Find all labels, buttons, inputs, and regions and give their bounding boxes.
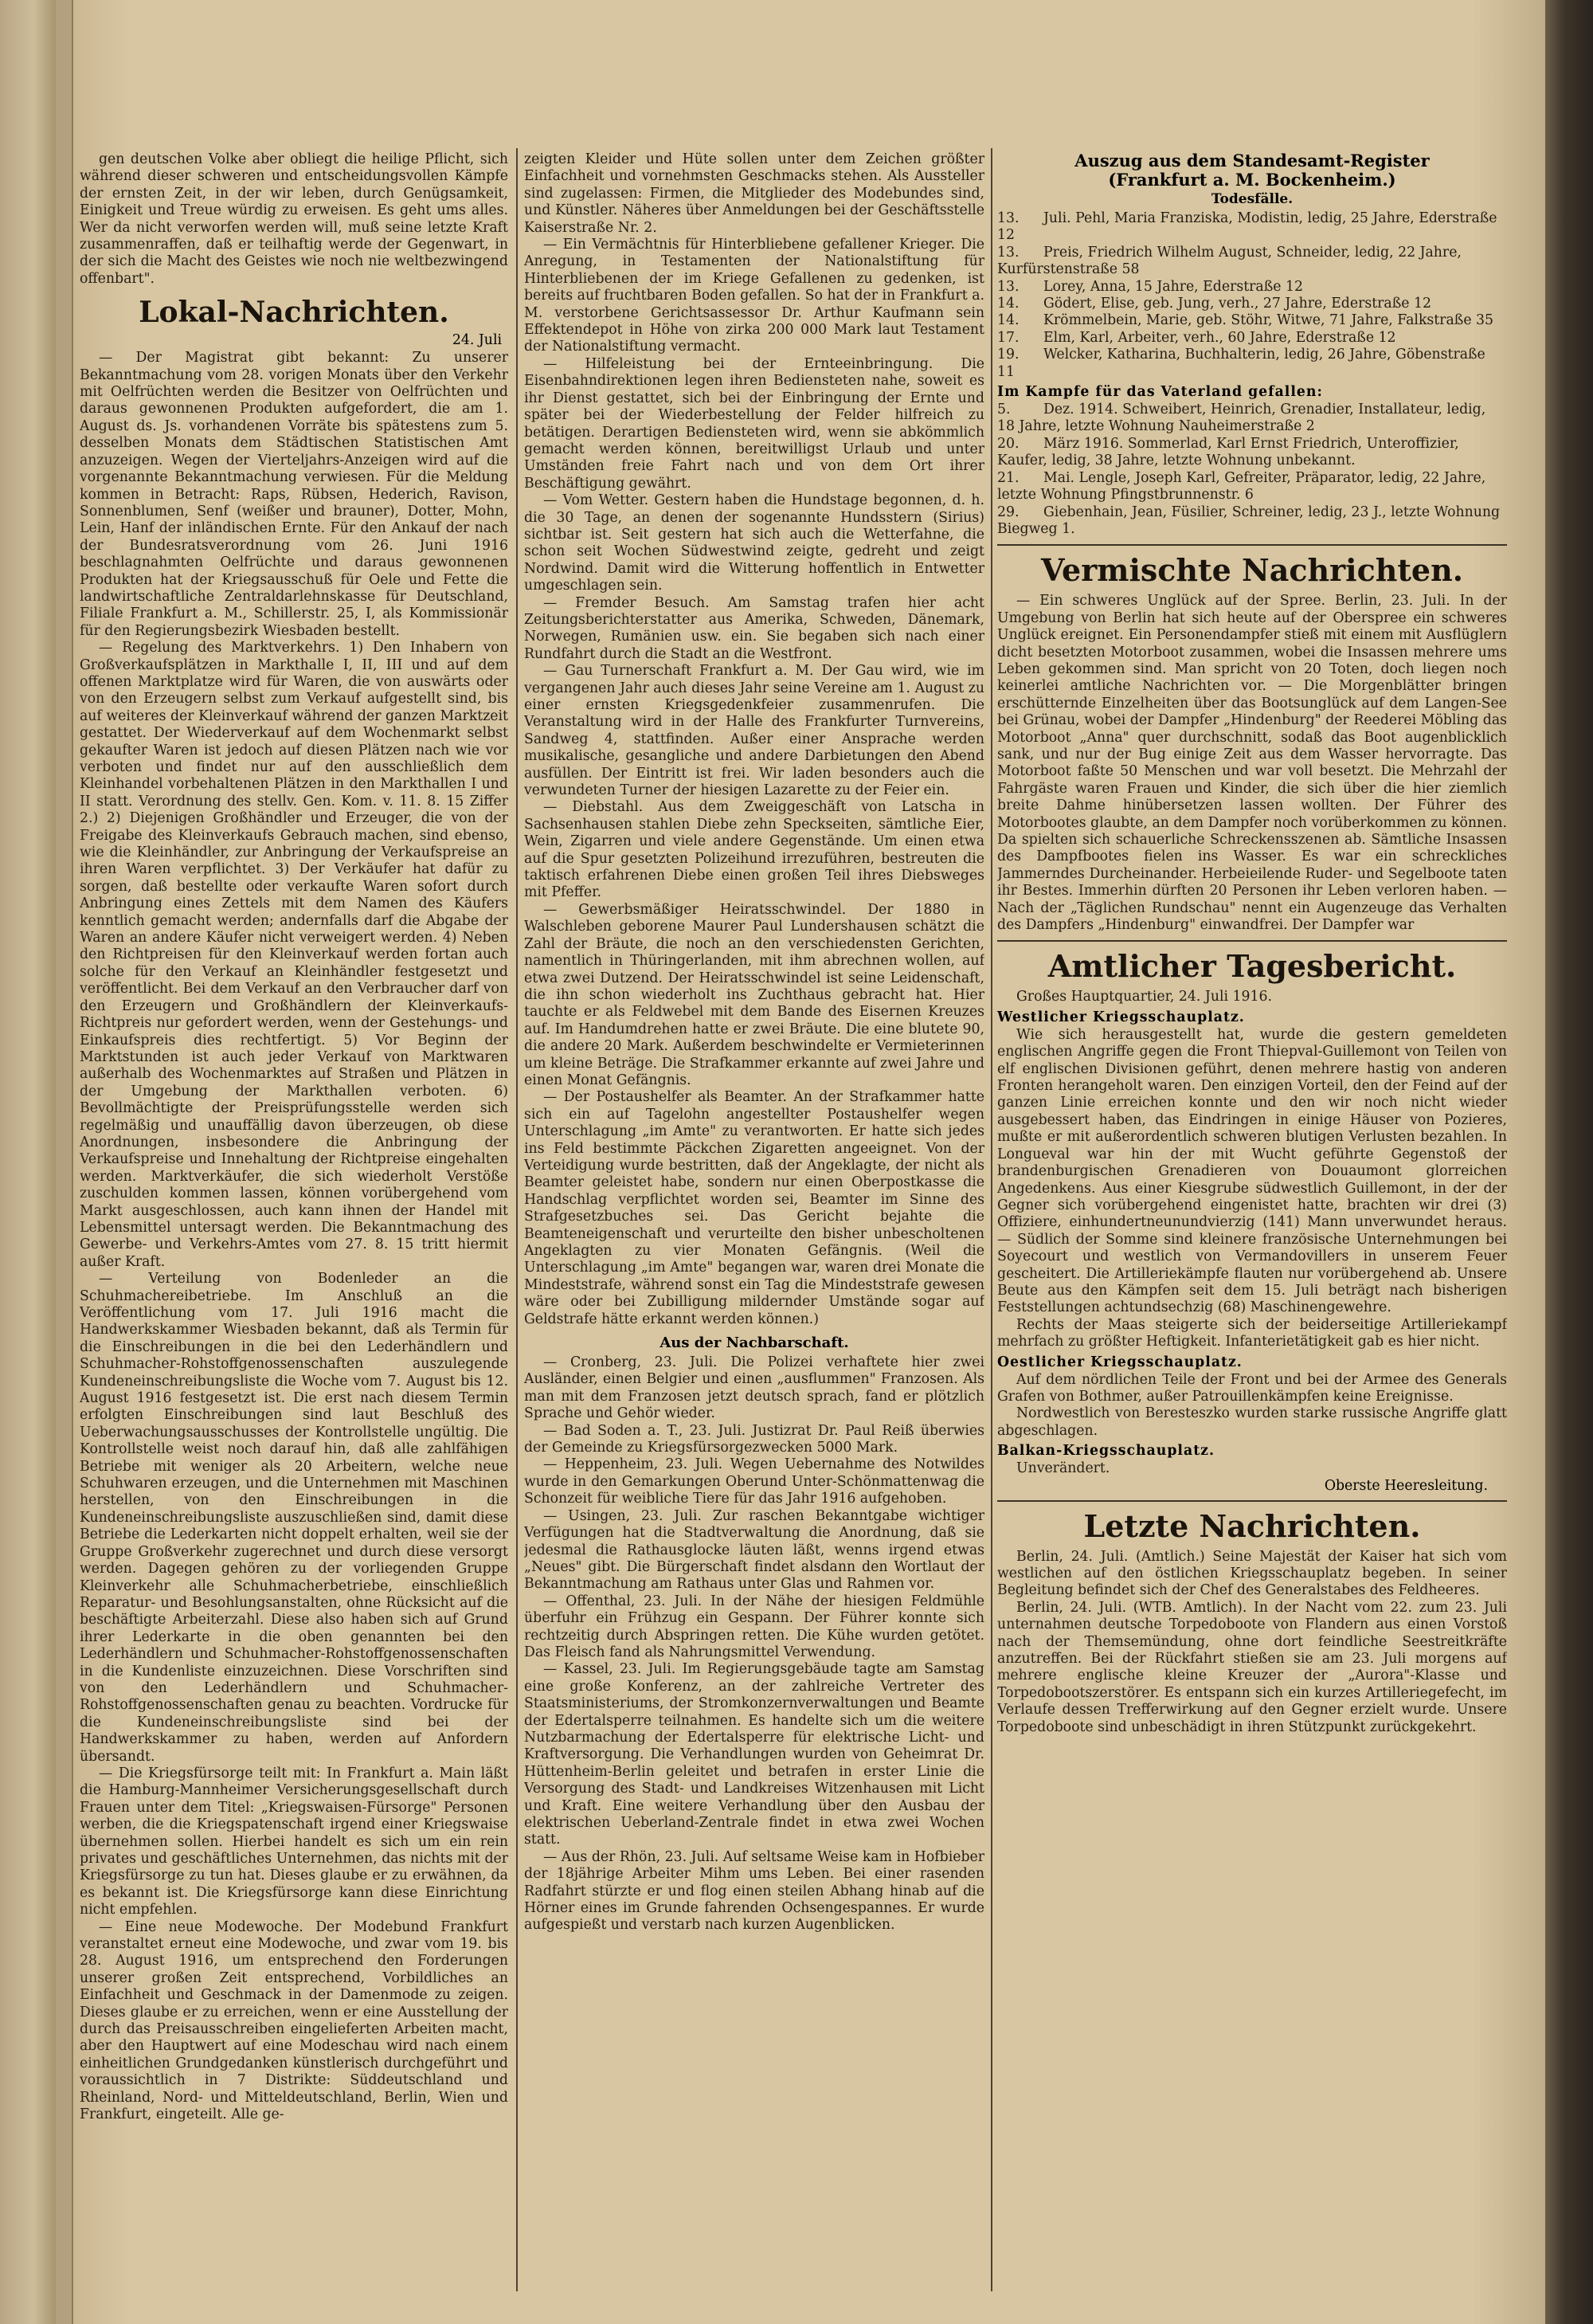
register-entry: 20. März 1916. Sommerlad, Karl Ernst Friedrich, Unteroffizier, Kaufer, ledig, 38 Jahre, letzte Wohnung unbekannt. [997, 435, 1459, 469]
article: — Ein schweres Unglück auf der Spree. Berlin, 23. Juli. In der Umgebung von Berlin hat sich heute auf der Oberspree ein schweres Unglück ereignet. Ein Personendampfer stieß mit einem mit Ausflüglern dicht besetzten Motorboot zusammen, wobei die Insassen mehrere ums Leben gekommen sind. Man spricht von 20 Toten, doch liegen noch keinerlei amtliche Nachrichten vor. — Die Morgenblätter bringen erschütternde Einzelheiten über das Bootsunglück auf dem Langen-See bei Grünau, wobei der Dampfer „Hindenburg" der Reederei Möbling das Motorboot „Anna" quer durchschnitt, sodaß das Boot augenblicklich sank, und nur der Bug einige Zeit aus dem Wasser hervorragte. Das Motorboot faßte 50 Menschen und war voll besetzt. Die Mehrzahl der Fahrgäste waren Frauen und Kinder, die sich über die hier ziemlich breite Dahme hinübersetzen lassen wollten. Der Führer des Motorbootes glaubte, an dem Dampfer noch vorüberkommen zu können. Da spielten sich schauerliche Schreckensszenen ab. Sämtliche Insassen des Dampfbootes fielen ins Wasser. Es war ein schreckliches Jammerndes Durcheinander. Herbeieilende Ruder- und Segelboote taten ihr Bestes. Immerhin dürften 20 Personen ihr Leben verloren haben. — Nach der „Täglichen Rundschau" nennt ein Augenzeuge das Verhalten des Dampfers „Hindenburg" einwandfrei. Der Dampfer war [997, 593, 1507, 934]
section-heading-mixed: Vermischte Nachrichten. [1041, 552, 1463, 589]
article: — Der Postaushelfer als Beamter. An der Strafkammer hatte sich ein auf Tagelohn angestellter Postaushelfer wegen Unterschlagung „im Amte" zu verantworten. Er hatte sich jedes ins Feld bestimmte Päckchen Zigaretten angeeignet. Von der Verteidigung wurde bestritten, daß der Angeklagte, der nicht als Beamter geleistet habe, sondern nur einen Oberpostkasse die Handschlag verpflichtet worden sei, Beamter im Sinne des Strafgesetzbuches sei. Das Gericht bejahte die Beamteneigenschaft und verurteilte den bisher unbescholtenen Angeklagten zu vier Monaten Gefängnis. (Weil die Unterschlagung „im Amte" begangen war, waren drei Monate die Mindeststrafe, während sonst ein Tag die Mindeststrafe gewesen wäre oder bei Zubilligung mildernder Umstände sogar auf Geldstrafe hätte erkannt werden können.) [524, 1089, 984, 1327]
column-3 [997, 151, 1507, 1736]
register-entry: 29. Giebenhain, Jean, Füsilier, Schreiner, ledig, 23 J., letzte Wohnung Biegweg 1. [997, 504, 1501, 537]
article: — Gewerbsmäßiger Heiratsschwindel. Der 1880 in Walschleben geborene Maurer Paul Lundershausen schätzt die Zahl der Bräute, die noch an den verschiedensten Gerichten, namentlich in Thüringerlanden, mit ihm abrechnen wollen, auf etwa zwei Dutzend. Der Heiratsschwindel ist seine Leidenschaft, die ihn schon wiederholt ins Zuchthaus gebracht hat. Hier tauchte er als Feldwebel mit dem Bande des Eisernen Kreuzes auf. Im Handumdrehen hatte er zwei Bräute. Die eine blutete 90, die andere 20 Mark. Außerdem beschwindelte er Vermieterinnen um kleine Beträge. Die Strafkammer erkannte auf zwei Jahre und einen Monat Gefängnis. [524, 901, 984, 1088]
divider [997, 940, 1507, 942]
register-subtitle: (Frankfurt a. M. Bockenheim.) [1108, 170, 1396, 190]
east-label: Oestlicher Kriegsschauplatz. [997, 1354, 1243, 1370]
section-heading-neighborhood: Aus der Nachbarschaft. [660, 1334, 849, 1352]
section-heading-local: Lokal-Nachrichten. [139, 296, 449, 330]
article: Rechts der Maas steigerte sich der beiderseitige Artilleriekampf mehrfach zu größter Heftigkeit. Infanterietätigkeit gab es hier nicht. [997, 1316, 1507, 1350]
balkan-label: Balkan-Kriegsschauplatz. [997, 1443, 1215, 1460]
article: — Ein Vermächtnis für Hinterbliebene gefallener Krieger. Die Anregung, in Testamenten der Nationalstiftung für Hinterbliebenen der im Kriege Gefallenen zu gedenken, ist bereits auf fruchtbaren Boden gefallen. So hat der in Frankfurt a. M. verstorbene Gerichtsassessor Dr. Arthur Kaufmann sein Effektendepot in Höhe von zirka 200 000 Mark laut Testament der Nationalstiftung vermacht. [524, 237, 984, 355]
article: — Verteilung von Bodenleder an die Schuhmachereibetriebe. Im Anschluß an die Veröffentlichung vom 17. Juli 1916 macht die Handwerkskammer Wiesbaden bekannt, daß als Termin für die Einschreibungen in die bei den Lederhändlern und Schuhmacher-Rohstoffgenossenschaften auszulegende Kundeneinschreibungsliste die Woche vom 7. August bis 12. August 1916 festgesetzt ist. Die erst nach diesem Termin erfolgten Einschreibungen sind laut Beschluß des Ueberwachungsausschusses der Kontrollstelle ungültig. Die Kontrollstelle weist noch darauf hin, daß alle zahlfähigen Betriebe mit weniger als 20 Arbeitern, welche neue Schuhwaren erzeugen, und die Unternehmen mit Maschinen herstellen, von den Einschreibungen in die Kundeneinschreibungsliste auszuschließen sind, damit diese Betriebe die Lederkarten nicht doppelt erhalten, weil sie der Gruppe Großverkehr zugerechnet und durch diese versorgt werden. Dagegen gehören zu der vorliegenden Gruppe Kleinverkehr alle Schuhmacherbetriebe, einschließlich Reparatur- und Besohlungsanstalten, ohne Rücksicht auf die beschäftigte Arbeiterzahl. Diese also haben sich auf Grund ihrer Lederkarte in die oben genannten bei den Lederhändlern und Schuhmacher-Rohstoffgenossenschaften in die Kundenliste einzuzeichnen. Diese Vorschriften sind von den Lederhändlern und Schuhmacher-Rohstoffgenossenschaften genau zu beachten. Vordrucke für die Kundeneinschreibungsliste sind bei der Handwerkskammer zu haben, werden auf Anfordern übersandt. [80, 1271, 508, 1765]
article: — Vom Wetter. Gestern haben die Hundstage begonnen, d. h. die 30 Tage, an denen der sogenannte Hundsstern (Sirius) sichtbar ist. Seit gestern hat sich auch die Wetterfahne, die schon seit Wochen Südwestwind zeigte, gedreht und zeigt Nordwind. Damit wird die Witterung hoffentlich in Entwetter umgeschlagen sein. [524, 492, 984, 594]
register-entry: 5. Dez. 1914. Schweibert, Heinrich, Grenadier, Installateur, ledig, 18 Jahre, letzte Wohnung Nauheimerstraße 2 [997, 402, 1486, 435]
article: — Bad Soden a. T., 23. Juli. Justizrat Dr. Paul Reiß überwies der Gemeinde zu Kriegsfürsorgezwecken 5000 Mark. [524, 1422, 984, 1456]
article: — Der Magistrat gibt bekannt: Zu unserer Bekanntmachung vom 28. vorigen Monats über den Verkehr mit Oelfrüchten werden die Besitzer von Oelfrüchten und daraus gewonnenen Produkten aufgefordert, die am 1. August ds. Js. vorhandenen Vorräte bis spätestens zum 5. desselben Monats dem Städtischen Statistischen Amt anzuzeigen. Wegen der Vierteljahrs-Anzeigen wird auf die vorgenannte Bekanntmachung verwiesen. Für die Meldung kommen in Betracht: Raps, Rübsen, Hederich, Ravison, Sonnenblumen, Senf (weißer und brauner), Dotter, Mohn, Lein, Hanf der inländischen Ernte. Für den Ankauf der nach der Bundesratsverordnung vom 26. Juni 1916 beschlagnahmten Oelfrüchte und daraus gewonnenen Produkten hat der Kriegsausschuß für Oele und Fette die landwirtschaftliche Zentraldarlehnskasse für Deutschland, Filiale Frankfurt a. M., Schillerstr. 25, I, als Kommissionär für den Regierungsbezirk Wiesbaden bestellt. [80, 350, 508, 639]
article: — Die Kriegsfürsorge teilt mit: In Frankfurt a. Main läßt die Hamburg-Mannheimer Versicherungsgesellschaft durch Frauen unter dem Titel: „Kriegswaisen-Fürsorge" Personen werben, die die Kriegspatenschaft irgend einer Kriegswaise übernehmen sollen. Hierbei handelt es sich um ein rein privates und geschäftliches Unternehmen, das nichts mit der Kriegsfürsorge zu tun hat. Dieses glaube er zu erwähnen, da es bekannt ist. Die Kriegsfürsorge kann diese Einrichtung nicht empfehlen. [80, 1765, 508, 1918]
column-rule [516, 148, 518, 2291]
article: Auf dem nördlichen Teile der Front und bei der Armee des Generals Grafen von Bothmer, außer Patrouillenkämpfen keine Ereignisse. [997, 1371, 1507, 1405]
book-spine-edge [1545, 0, 1593, 2324]
article: zeigten Kleider und Hüte sollen unter dem Zeichen größter Einfachheit und vornehmsten Geschmacks stehen. Als Aussteller sind zugelassen: Firmen, die Mitglieder des Modebundes sind, und Künstler. Näheres über Anmeldungen bei der Geschäftsstelle Kaiserstraße Nr. 2. [524, 151, 984, 236]
article: — Hilfeleistung bei der Ernteeinbringung. Die Eisenbahndirektionen legen ihren Bediensteten nahe, soweit es ihr Dienst gestattet, sich bei der Einbringung der Ernte und später bei der Wiederbestellung der Felder hilfreich zu betätigen. Derartigen Bediensteten wird, wenn sie abkömmlich gemacht werden können, bereitwilligst Urlaub und unter Umständen freie Fahrt nach und von dem Ort ihrer Beschäftigung gewährt. [524, 355, 984, 492]
official-dateline: Großes Hauptquartier, 24. Juli 1916. [1016, 989, 1272, 1005]
column-rule [991, 148, 992, 2291]
book-binding [0, 0, 56, 2324]
register-entry: 21. Mai. Lengle, Joseph Karl, Gefreiter, Präparator, ledig, 22 Jahre, letzte Wohnung Pfingstbrunnenstr. 6 [997, 469, 1486, 504]
section-heading-latest: Letzte Nachrichten. [1083, 1507, 1421, 1544]
article: — Fremder Besuch. Am Samstag trafen hier acht Zeitungsberichterstatter aus Amerika, Schweden, Dänemark, Norwegen, Rumänien usw. ein. Sie begaben sich nach einer Rundfahrt durch die Stadt an die Westfront. [524, 594, 984, 662]
fallen-label: Im Kampfe für das Vaterland gefallen: [997, 384, 1323, 401]
article: — Usingen, 23. Juli. Zur raschen Bekanntgabe wichtiger Verfügungen hat die Stadtverwaltung die Anordnung, daß sie jedesmal die Rathausglocke läuten läßt, wenns irgend etwas „Neues" gibt. Die Bürgerschaft findet alsdann den Wortlaut der Bekanntmachung am Rathaus unter Glas und Rahmen vor. [524, 1507, 984, 1593]
article: — Gau Turnerschaft Frankfurt a. M. Der Gau wird, wie im vergangenen Jahr auch dieses Jahr seine Vereine am 1. August zu einer ernsten Kriegsgedenkfeier zusammenrufen. Die Veranstaltung wird in der Halle des Frankfurter Turnvereins, Sandweg 4, stattfinden. Außer einer Ansprache werden musikalische, gesangliche und andere Darbietungen den Abend ausfüllen. Der Eintritt ist frei. Wir laden besonders auch die verwundeten Turner der hiesigen Lazarette zu der Feier ein. [524, 663, 984, 799]
article: — Regelung des Marktverkehrs. 1) Den Inhabern von Großverkaufsplätzen in Markthalle I, II, III und auf dem offenen Marktplatze wird für Waren, die von auswärts oder von den Erzeugern selbst zum Verkauf aufgestellt sind, bis auf weiteres der Kleinverkauf während der ganzen Marktzeit gestattet. Der Wiederverkauf auf dem Wochenmarkt selbst gekaufter Waren ist jedoch auf diesen Plätzen nach wie vor verboten und findet nur auf den ausschließlich dem Kleinhandel vorbehaltenen Plätzen in den Markthallen I und II statt. Verordnung des stellv. Gen. Kom. v. 11. 8. 15 Ziffer 2.) 2) Diejenigen Großhändler und Erzeuger, die von der Freigabe des Kleinverkaufs Gebrauch machen, sind ebenso, wie die Kleinhändler, zur Anbringung der Verkaufspreise an ihren Waren verpflichtet. 3) Der Verkäufer hat dafür zu sorgen, daß bestellte oder verkaufte Waren sofort durch Anbringung eines Zettels mit dem Namen des Käufers kenntlich gemacht werden; andernfalls darf die Abgabe der Waren an andere Käufer nicht verweigert werden. 4) Neben den Richtpreisen für den Kleinverkauf werden fortan auch solche für den Verkauf an Kleinhändler festgesetzt und veröffentlicht. Bei dem Verkauf an den Verbraucher darf von den Erzeugern und Großhändlern der Kleinverkaufs-Richtpreis nur gefordert werden, wenn der Gestehungs- und Einkaufspreis dies rechtfertigt. 5) Vor Beginn der Marktstunden ist auch jeder Verkauf von Marktwaren außerhalb des Wochenmarktes auf Straßen und Plätzen in der Umgebung der Markthallen verboten. 6) Bevollmächtigte der Preisprüfungsstelle werden sich regelmäßig und unauffällig davon überzeugen, ob diese Anordnungen, insbesondere die Anbringung der Verkaufspreise und Innehaltung der Richtpreise eingehalten werden. Marktverkäufer, die sich wiederholt Verstöße zuschulden kommen lassen, können vorübergehend vom Markt ausgeschlossen, auch kann ihnen der Handel mit Lebensmittel untersagt werden. Die Bekanntmachung des Gewerbe- und Verkehrs-Amtes vom 27. 8. 15 tritt hiermit außer Kraft. [80, 640, 508, 1270]
facing-page-edge [56, 0, 73, 2324]
register-entry: 14. Gödert, Elise, geb. Jung, verh., 27 Jahre, Ederstraße 12 [997, 296, 1431, 312]
deaths-label: Todesfälle. [1211, 191, 1294, 207]
article: — Offenthal, 23. Juli. In der Nähe der hiesigen Feldmühle überfuhr ein Frühzug ein Gespann. Der Führer konnte sich rechtzeitig durch Abspringen retten. Die Kühe wurden getötet. Das Fleisch fand als Nahrungsmittel Verwendung. [524, 1593, 984, 1660]
article: Unverändert. [1016, 1460, 1110, 1477]
article: — Eine neue Modewoche. Der Modebund Frankfurt veranstaltet erneut eine Modewoche, und zwar vom 19. bis 28. August 1916, um entsprechend den Forderungen unserer großen Zeit entsprechend, Vorbildliches an Einfachheit und Geschmack in der Damenmode zu zeigen. Dieses glaube er zu erreichen, wenn er eine Ausstellung der durch das Preisausschreiben eingelieferten Arbeiten macht, aber den Hauptwert auf eine Modeschau wird nach einem einheitlichen Grundgedanken künstlerisch durchgeführt und voraussichtlich in 7 Distrikte: Süddeutschland und Rheinland, Nord- und Mitteldeutschland, Berlin, Wien und Frankfurt, eingeteilt. Alle ge- [80, 1918, 508, 2123]
article: — Heppenheim, 23. Juli. Wegen Uebernahme des Notwildes wurde in den Gemarkungen Oberund Unter-Schönmattenwag die Schonzeit für weibliche Tiere für das Jahr 1916 aufgehoben. [524, 1456, 984, 1507]
west-label: Westlicher Kriegsschauplatz. [997, 1009, 1245, 1025]
divider [997, 1500, 1507, 1502]
register-entry: 13. Lorey, Anna, 15 Jahre, Ederstraße 12 [997, 278, 1303, 295]
register-entry: 14. Krömmelbein, Marie, geb. Stöhr, Witwe, 71 Jahre, Falkstraße 35 [997, 312, 1494, 329]
section-heading-official: Amtlicher Tagesbericht. [1047, 948, 1457, 985]
article: Wie sich herausgestellt hat, wurde die gestern gemeldeten englischen Angriffe gegen die Front Thiepval-Guillemont von Teilen von elf englischen Divisionen geführt, denen mehrere hastig von anderen Fronten herangeholt waren. Den einzigen Vorteil, den der Feind auf der ganzen Linie erreichen konnte und den wir noch nicht wieder ausgebessert haben, das Eindringen in einige Häuser von Pozieres, mußte er mit außerordentlich schweren blutigen Verlusten bezahlen. In Longueval war hin der mit Wucht geführte Gegenstoß der brandenburgischen Grenadieren von Douaumont glorreichen Angedenkens. Aus einer Kiesgrube südwestlich Guillemont, in der der Gegner sich vorübergehend eingenistet hatte, brachten wir drei (3) Offiziere, einhundertneunundvierzig (141) Mann unverwundet heraus. — Südlich der Somme sind kleinere französische Unternehmungen bei Soyecourt und westlich von Vermandovillers in unserem Feuer gescheitert. Die Artilleriekämpfe flauten nur vorübergehend ab. Unsere Beute aus den Kämpfen seit dem 15. Juli beträgt nach bisherigen Feststellungen achtundsechzig (68) Maschinengewehre. [997, 1026, 1507, 1316]
register-entry: 17. Elm, Karl, Arbeiter, verh., 60 Jahre, Ederstraße 12 [997, 329, 1396, 346]
article: — Aus der Rhön, 23. Juli. Auf seltsame Weise kam in Hofbieber der 18jährige Arbeiter Mihm ums Leben. Bei einer rasenden Radfahrt stürzte er und flog einen steilen Abhang hinab auf die Hörner eines im Grunde fahrenden Ochsengespannes. Er wurde aufgespießt und verstarb nach kurzen Augenblicken. [524, 1848, 984, 1934]
register-entry: 13. Juli. Pehl, Maria Franziska, Modistin, ledig, 25 Jahre, Ederstraße 12 [997, 210, 1497, 244]
column-1 [80, 151, 508, 2124]
dateline: 24. Juli [452, 332, 502, 349]
article: — Kassel, 23. Juli. Im Regierungsgebäude tagte am Samstag eine große Konferenz, an der zahlreiche Vertreter des Staatsministeriums, der Stromkonzernverwaltungen und Beamte der Edertalsperre teilnahmen. Es handelte sich um die weitere Nutzbarmachung der Edertalsperre für elektrische Licht- und Kraftversorgung. Die Verhandlungen wurden von Geheimrat Dr. Hüttenheim-Berlin geleitet und betrafen in erster Linie die Versorgung des Stadt- und Landkreises Witzenhausen mit Licht und Kraft. Eine weitere Verhandlung über den Ausbau der elektrischen Ueberland-Zentrale findet in etwa zwei Wochen statt. [524, 1661, 984, 1848]
signoff: Oberste Heeresleitung. [1324, 1477, 1488, 1494]
register-title: Auszug aus dem Standesamt-Register [1074, 151, 1430, 170]
article: — Cronberg, 23. Juli. Die Polizei verhaftete hier zwei Ausländer, einen Belgier und einen „ausflummen" Franzosen. Als man mit dem Franzosen jetzt deutsch sprach, fand er plötzlich Sprache und Gehör wieder. [524, 1354, 984, 1422]
article: Nordwestlich von Beresteszko wurden starke russische Angriffe glatt abgeschlagen. [997, 1405, 1507, 1439]
register-entry: 13. Preis, Friedrich Wilhelm August, Schneider, ledig, 22 Jahre, Kurfürstenstraße 58 [997, 244, 1462, 278]
article: — Diebstahl. Aus dem Zweiggeschäft von Latscha in Sachsenhausen stahlen Diebe zehn Speckseiten, sämtliche Eier, Wein, Zigarren und viele andere Gegenstände. Um einen etwa auf die Spur gesetzten Polizeihund irrezuführen, bestreuten die taktisch erfahrenen Diebe einen großen Teil ihres Diebsweges mit Pfeffer. [524, 799, 984, 901]
newspaper-page [73, 0, 1545, 2324]
column-2 [524, 151, 984, 1934]
article: Berlin, 24. Juli. (Amtlich.) Seine Majestät der Kaiser hat sich vom westlichen auf den östlichen Kriegsschauplatz begeben. In seiner Begleitung befindet sich der Chef des Generalstabes des Feldheeres. [997, 1548, 1507, 1599]
register-entry: 19. Welcker, Katharina, Buchhalterin, ledig, 26 Jahre, Göbenstraße 11 [997, 347, 1485, 380]
article: Berlin, 24. Juli. (WTB. Amtlich). In der Nacht vom 22. zum 23. Juli unternahmen deutsche Torpedoboote von Flandern aus einen Vorstoß nach der Themsemündung, ohne dort feindliche Seestreitkräfte anzutreffen. Bei der Rückfahrt stießen sie am 23. Juli morgens auf mehrere englische kleine Kreuzer der „Aurora"-Klasse und Torpedobootszerstörer. Es entspann sich ein kurzes Artilleriegefecht, im Verlaufe dessen Trefferwirkung auf den Gegner erzielt wurde. Unsere Torpedoboote sind unbeschädigt in ihren Stützpunkt zurückgekehrt. [997, 1599, 1507, 1735]
divider [997, 544, 1507, 546]
intro-fragment: gen deutschen Volke aber obliegt die heilige Pflicht, sich während dieser schweren und entscheidungsvollen Kämpfe der ernsten Zeit, in der wir leben, durch Genügsamkeit, Einigkeit und Treue würdig zu erweisen. Es geht ums alles. Wer da nicht verworfen werden will, muß seine letzte Kraft zusammenraffen, daß er teilhaftig werde der Gegenwart, in der sich die Macht des Geistes wie noch nie weltbezwingend offenbart". [80, 151, 508, 287]
